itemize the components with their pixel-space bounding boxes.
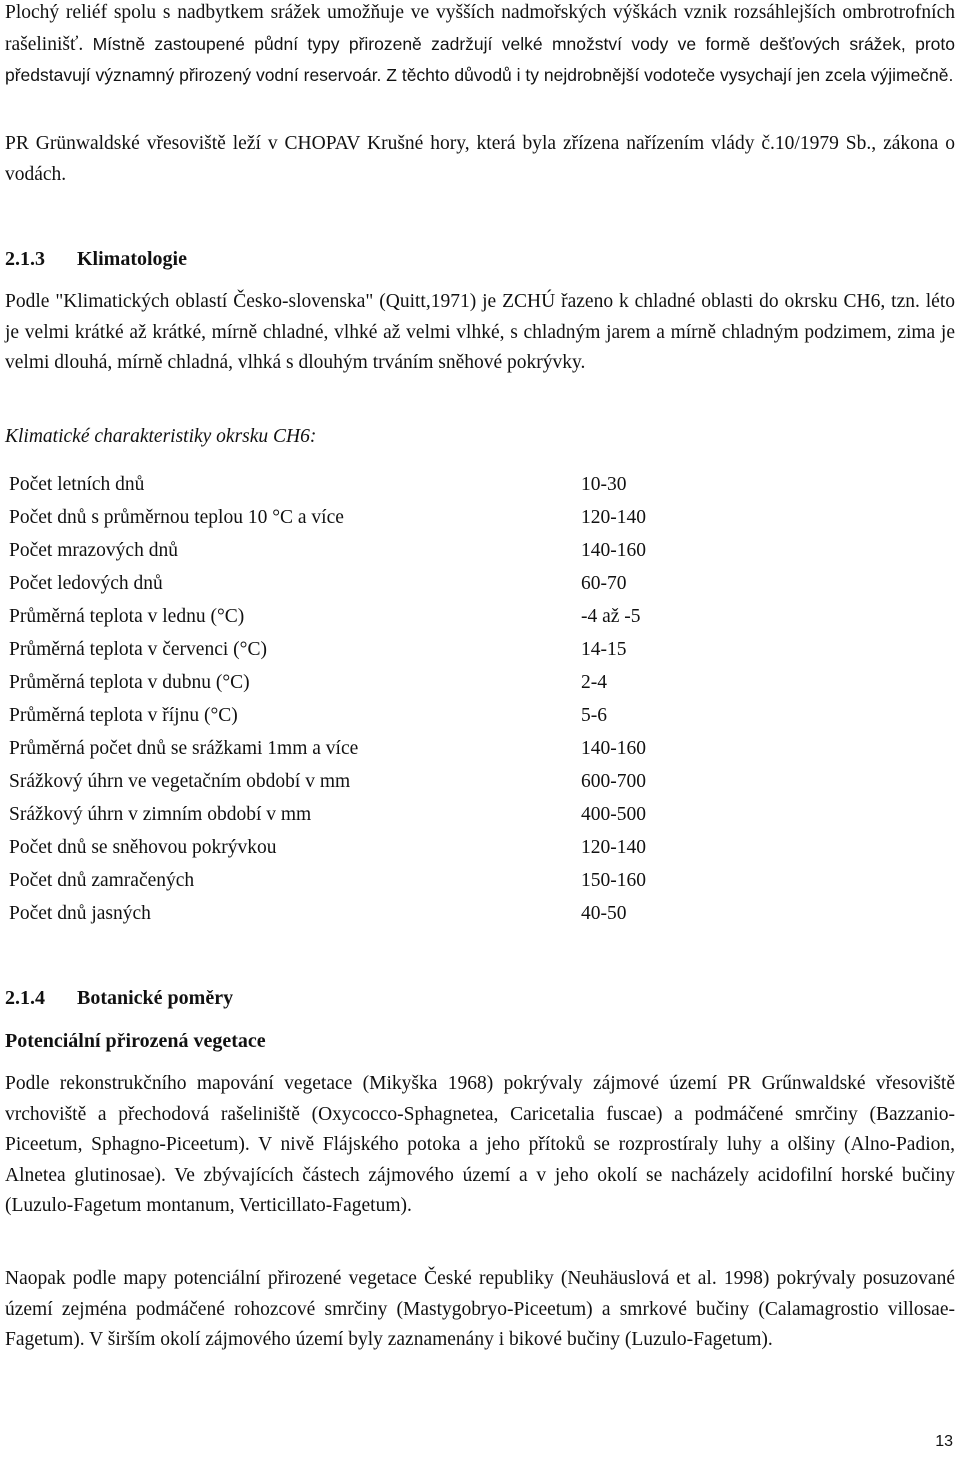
row-value: 120-140 xyxy=(581,507,646,528)
table-row xyxy=(5,501,705,534)
table-caption: Klimatické charakteristiky okrsku CH6: xyxy=(5,426,317,447)
row-label: Počet ledových dnů xyxy=(9,573,163,594)
section-heading-botanicke xyxy=(5,983,233,1013)
row-label: Počet mrazových dnů xyxy=(9,540,178,561)
page-number: 13 xyxy=(935,1433,953,1450)
botany-paragraph-2: Naopak podle mapy potenciální přirozené vegetace České republiky (Neuhäuslová et al. 1998) pokrývaly posuzované území zejména podmáčené rohozcové smrčiny (Mastygobryo-Piceetum) a smrkové bučiny (Calamagrostio villosae-Fagetum). V širším okolí zájmového území byly zaznamenány i bikové bučiny (Luzulo-Fagetum). xyxy=(5,1268,955,1350)
section-title: Botanické poměry xyxy=(77,987,234,1009)
row-label: Průměrná teplota v lednu (°C) xyxy=(9,606,245,627)
section-title: Klimatologie xyxy=(77,248,187,270)
table-row xyxy=(5,600,705,633)
row-label: Průměrná teplota v dubnu (°C) xyxy=(9,672,250,693)
botany-paragraph-1-text: Podle rekonstrukčního mapování vegetace (Mikyška 1968) pokrývaly zájmové území PR Grűnwaldské vřesoviště vrchoviště a přechodová rašeliniště (Oxycocco-Sphagnetea, Caricetalia fuscae) a podmáčené smrčiny (Bazzanio-Piceetum, Sphagno-Piceetum). V nivě Flájského potoka a jeho přítoků se rozprostíraly luhy a olšiny (Alno-Padion, Alnetea glutinosae). Ve zbývajících částech zájmového území a v jeho okolí se nacházely acidofilní horské bučiny (Luzulo-Fagetum montanum, Verticillato-Fagetum). xyxy=(5,1073,955,1216)
table-row xyxy=(5,864,705,897)
intro-text-sans: Místně zastoupené půdní typy přirozeně zadržují velké množství vody ve formě dešťových srážek, proto představují významný přirozený vodní reservoár. Z těchto důvodů i ty nejdrobnější vodoteče vysychají jen zcela výjimečně. xyxy=(5,33,956,85)
section-heading-klimatologie xyxy=(5,244,187,274)
row-value: 5-6 xyxy=(581,705,607,726)
table-row xyxy=(5,633,705,666)
row-value: 140-160 xyxy=(581,738,646,759)
row-label: Průměrná počet dnů se srážkami 1mm a více xyxy=(9,738,359,759)
row-label: Počet dnů zamračených xyxy=(9,870,195,891)
table-row xyxy=(5,534,705,567)
row-value: 40-50 xyxy=(581,903,627,924)
row-label: Počet dnů se sněhovou pokrývkou xyxy=(9,837,277,858)
row-label: Srážkový úhrn ve vegetačním období v mm xyxy=(9,771,351,792)
intro-text-serif: Plochý reliéf spolu s nadbytkem srážek umožňuje ve vyšších nadmořských výškách vznik rozsáhlejších ombrotrofních rašelinišť. xyxy=(5,2,955,55)
row-value: 140-160 xyxy=(581,540,646,561)
row-label: Srážkový úhrn v zimním období v mm xyxy=(9,804,312,825)
row-value: 120-140 xyxy=(581,837,646,858)
row-label: Počet letních dnů xyxy=(9,474,145,495)
table-row xyxy=(5,798,705,831)
klima-paragraph: Podle "Klimatických oblastí Česko-slovenska" (Quitt,1971) je ZCHÚ řazeno k chladné oblasti do okrsku CH6, tzn. léto je velmi krátké až krátké, mírně chladné, vlhké až velmi vlhké, s chladným jarem a mírně chladným podzimem, zima je velmi dlouhá, mírně chladná, vlhká s dlouhým trváním sněhové pokrývky. xyxy=(5,291,955,373)
table-row xyxy=(5,468,705,501)
section-number: 2.1.3 xyxy=(5,248,45,270)
row-value: 600-700 xyxy=(581,771,646,792)
row-label: Počet dnů jasných xyxy=(9,903,151,924)
row-value: 400-500 xyxy=(581,804,646,825)
table-row xyxy=(5,666,705,699)
row-value: 60-70 xyxy=(581,573,627,594)
row-value: 14-15 xyxy=(581,639,627,660)
row-value: -4 až -5 xyxy=(581,606,641,627)
botany-paragraph-1 xyxy=(5,1069,955,1222)
intro-paragraph xyxy=(5,0,955,92)
row-value: 150-160 xyxy=(581,870,646,891)
table-row xyxy=(5,699,705,732)
chopav-paragraph: PR Grünwaldské vřesoviště leží v CHOPAV Krušné hory, která byla zřízena nařízením vlády č.10/1979 Sb., zákona o vodách. xyxy=(5,133,955,185)
table-row xyxy=(5,831,705,864)
row-label: Průměrná teplota v červenci (°C) xyxy=(9,639,267,660)
table-row xyxy=(5,732,705,765)
table-row xyxy=(5,765,705,798)
climate-table xyxy=(5,468,705,930)
row-value: 2-4 xyxy=(581,672,607,693)
table-row xyxy=(5,897,705,930)
row-value: 10-30 xyxy=(581,474,627,495)
row-label: Počet dnů s průměrnou teplou 10 °C a více xyxy=(9,507,344,528)
section-number: 2.1.4 xyxy=(5,987,45,1009)
table-row xyxy=(5,567,705,600)
subheading-vegetation: Potenciální přirozená vegetace xyxy=(5,1030,266,1052)
row-label: Průměrná teplota v říjnu (°C) xyxy=(9,705,238,726)
